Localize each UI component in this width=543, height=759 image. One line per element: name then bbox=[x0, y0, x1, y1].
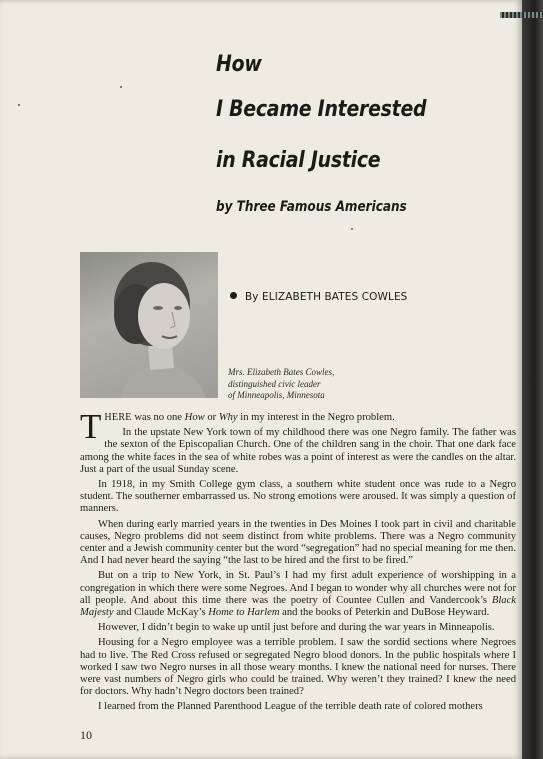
opening-word: HERE bbox=[104, 412, 132, 423]
title-byline: by Three Famous Americans bbox=[216, 199, 407, 215]
photo-caption bbox=[228, 367, 334, 402]
author-name: By ELIZABETH BATES COWLES bbox=[245, 291, 408, 303]
emphasis-text: Why bbox=[218, 412, 238, 423]
paragraph: In the upstate New York town of my childhood there was one Negro family. The father was the sexton of the Episcopalian Church. One of the children sang in the choir. That one dark face among the white faces in the sea of white robes was a point of interest as were the candles on the altar. Just a part of the usual Sunday scene. bbox=[80, 427, 516, 475]
bullet-dot-icon bbox=[230, 292, 237, 299]
paragraph: In 1918, in my Smith College gym class, a southern white student once was rude to a Negro student. The southerner embarrassed us. No strong emotions were aroused. It was simply a question of manners. bbox=[80, 479, 516, 515]
page-number: 10 bbox=[80, 728, 92, 742]
title-line-3: in Racial Justice bbox=[216, 148, 381, 173]
text-run: in my interest in the Negro problem. bbox=[237, 412, 395, 423]
text-run: and Claude McKay’s bbox=[113, 607, 209, 619]
caption-line: distinguished civic leader bbox=[228, 378, 321, 389]
drop-cap: T bbox=[80, 407, 102, 446]
caption-line: of Minneapolis, Minnesota bbox=[228, 390, 325, 400]
author-portrait-photo bbox=[80, 252, 218, 398]
title-line-2: I Became Interested bbox=[216, 97, 427, 122]
text-run: or bbox=[204, 412, 219, 423]
article-body bbox=[80, 407, 516, 717]
book-title: Black Majesty bbox=[80, 594, 516, 619]
book-title: Home to Harlem bbox=[208, 607, 280, 619]
paper-speck bbox=[120, 86, 122, 88]
author-byline bbox=[230, 291, 407, 303]
paper-speck bbox=[351, 228, 353, 230]
portrait-illustration bbox=[80, 252, 218, 398]
paragraph bbox=[80, 570, 516, 619]
title-line-1: How bbox=[216, 52, 262, 77]
text-run: But on a trip to New York, in St. Paul’s I had my first adult experience of worshipping in a congregation in which there were some Negroes. And I began to wonder why all churches were not for all people. And about this time there was the poetry of Countee Cullen and Vandercook’s bbox=[80, 570, 516, 606]
paper-speck bbox=[18, 104, 20, 106]
paragraph: When during early married years in the twenties in Des Moines I took part in civil and charitable causes, Negro problems did not seem distinct from white problems. There was a Negro community center and a Jewish community center but the word “segregation” had no special meaning for me then. And I had never heard the saying “the last to be hired and the first to be fired.” bbox=[80, 518, 516, 567]
paragraph: Housing for a Negro employee was a terrible problem. I saw the sordid sections where Negroes had to live. The Red Cross refused or segregated Negro blood donors. In the public hospitals where I worked I saw two Negro nurses in all those weary months. I knew the national need for nurses. There were vast numbers of Negro girls who could be trained. Why weren’t they trained? I knew the need for doctors. Why hadn’t Negro doctors been trained? bbox=[80, 637, 516, 698]
book-spine bbox=[522, 0, 543, 759]
emphasis-text: How bbox=[184, 412, 205, 423]
text-run: and the books of Peterkin and DuBose Heyward. bbox=[279, 607, 490, 619]
text-run: was no one bbox=[131, 412, 185, 423]
paragraph: However, I didn’t begin to wake up until just before and during the war years in Minneapolis. bbox=[98, 622, 495, 634]
caption-line: Mrs. Elizabeth Bates Cowles, bbox=[228, 367, 335, 377]
paragraph: I learned from the Planned Parenthood League of the terrible death rate of colored mothers bbox=[98, 701, 483, 713]
paragraph bbox=[80, 407, 516, 446]
spine-edge bbox=[500, 12, 543, 18]
